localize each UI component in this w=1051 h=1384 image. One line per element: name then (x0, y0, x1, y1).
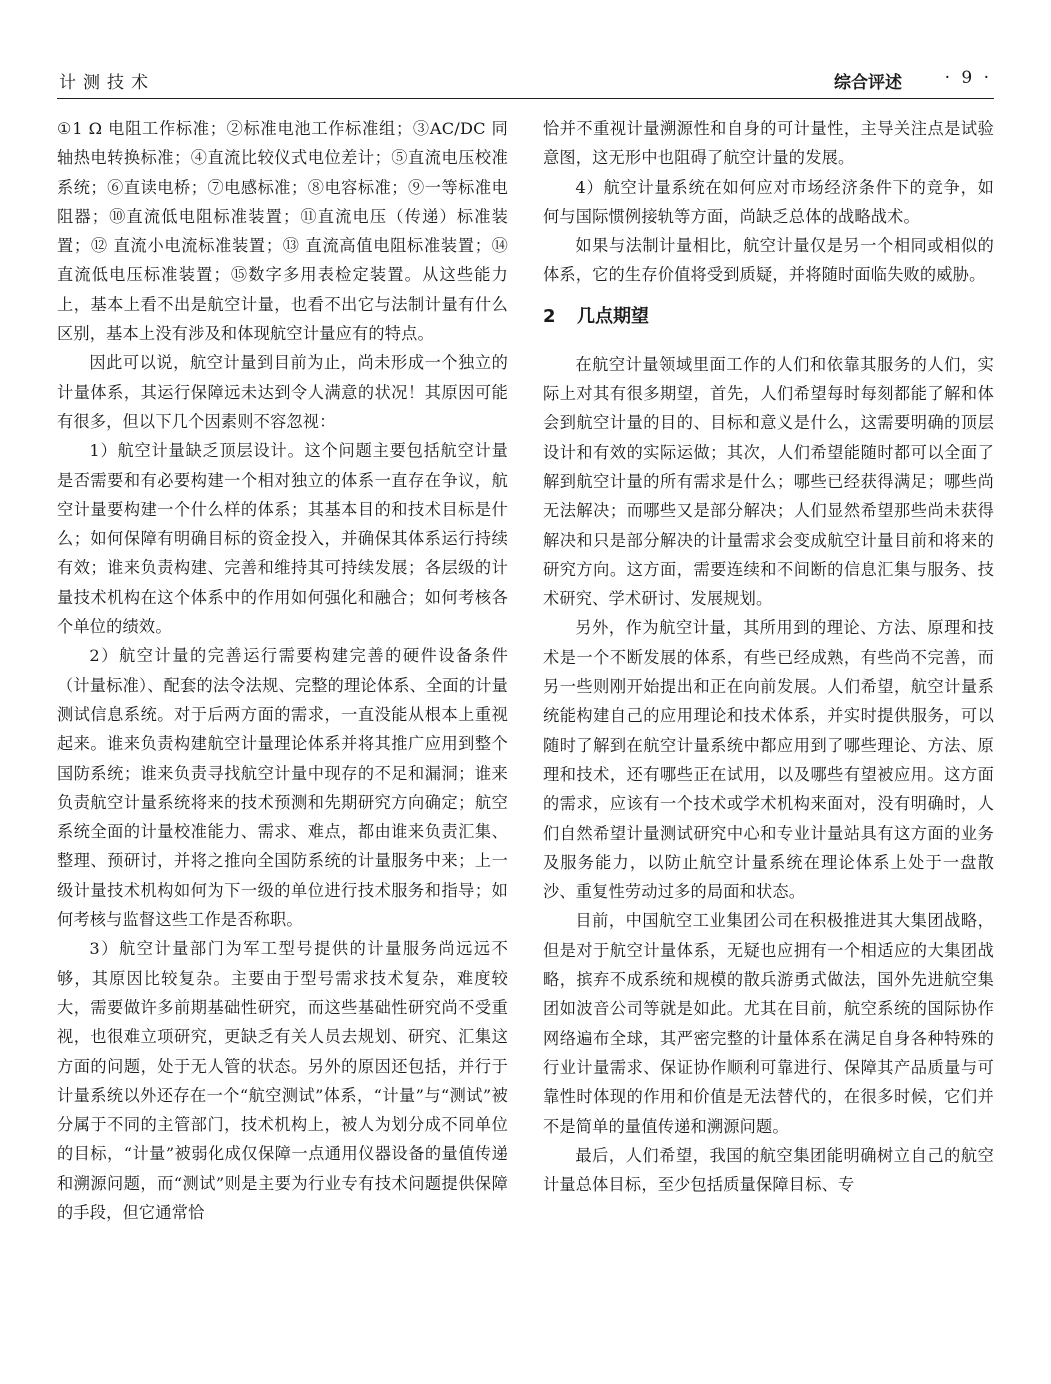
paragraph: 4）航空计量系统在如何应对市场经济条件下的竞争，如何与国际惯例接轨等方面，尚缺乏总体的战略战术。 (543, 177, 994, 226)
page-number: · 9 · (944, 68, 992, 88)
journal-name: 计测技术 (59, 73, 155, 93)
paragraph: 另外，作为航空计量，其所用到的理论、方法、原理和技术是一个不断发展的体系，有些已经成熟，有些尚不完善，而另一些则刚开始提出和正在向前发展。人们希望，航空计量系统能构建自己的应用理论和技术体系，并实时提供服务，可以随时了解到在航空计量系统中都应用到了哪些理论、方法、原理和技术，还有哪些正在试用，以及哪些有望被应用。这方面的需求，应该有一个技术或学术机构来面对，没有明确时，人们自然希望计量测试研究中心和专业计量站具有这方面的业务及服务能力，以防止航空计量系统在理论体系上处于一盘散沙、重复性劳动过多的局面和状态。 (543, 618, 994, 902)
section-heading (543, 302, 994, 332)
paragraph: 3）航空计量部门为军工型号提供的计量服务尚远远不够，其原因比较复杂。主要由于型号需求技术复杂，难度较大，需要做许多前期基础性研究，而这些基础性研究尚不受重视，也很难立项研究，更缺乏有关人员去规划、研究、汇集这方面的问题，处于无人管的状态。另外的原因还包括，并行于计量系统以外还存在一个“航空测试”体系，“计量”与“测试”被分属于不同的主管部门，技术机构上，被人为划分成不同单位的目标，“计量”被弱化成仅保障一点通用仪器设备的量值传递和溯源问题，而“测试”则是主要为行业专有技术问题提供保障的手段，但它通常恰 (57, 939, 508, 1222)
section-name: 综合评述 (834, 73, 902, 93)
right-column (543, 114, 994, 1376)
paragraph: 如果与法制计量相比，航空计量仅是另一个相同或相似的体系，它的生存价值将受到质疑，并将随时面临失败的威胁。 (543, 236, 994, 285)
paragraph: 最后，人们希望，我国的航空集团能明确树立自己的航空计量总体目标，至少包括质量保障目标、专 (543, 1145, 994, 1195)
running-header (57, 62, 994, 99)
paragraph: 在航空计量领域里面工作的人们和依靠其服务的人们，实际上对其有很多期望，首先，人们希望每时每刻都能了解和体会到航空计量的目的、目标和意义是什么，这需要明确的顶层设计和有效的实际运做；其次，人们希望能随时都可以全面了解到航空计量的所有需求是什么；哪些已经获得满足；哪些尚无法解决；而哪些又是部分解决；人们显然希望那些尚未获得解决和只是部分解决的计量需求会变成航空计量目前和将来的研究方向。这方面，需要连续和不间断的信息汇集与服务、技术研究、学术研讨、发展规划。 (543, 354, 994, 609)
section-number: 2 (543, 305, 556, 327)
paragraph: 1）航空计量缺乏顶层设计。这个问题主要包括航空计量是否需要和有必要构建一个相对独立的体系一直存在争议，航空计量要构建一个什么样的体系；其基本目的和技术目标是什么；如何保障有明确目标的资金投入，并确保其体系运行持续有效；谁来负责构建、完善和维持其可持续发展；各层级的计量技术机构在这个体系中的作用如何强化和融合；如何考核各个单位的绩效。 (57, 441, 508, 637)
paragraph: 因此可以说，航空计量到目前为止，尚未形成一个独立的计量体系，其运行保障远未达到令人满意的状况！其原因可能有很多，但以下几个因素则不容忽视： (57, 353, 508, 431)
paragraph: 恰并不重视计量溯源性和自身的可计量性，主导关注点是试验意图，这无形中也阻碍了航空计量的发展。 (543, 119, 994, 168)
paragraph: ①1 Ω 电阻工作标准；②标准电池工作标准组；③AC/DC 同轴热电转换标准；④直流比较仪式电位差计；⑤直流电压校准系统；⑥直读电桥；⑦电感标准；⑧电容标准；⑨一等标准电阻器；⑩直流低电阻标准装置；⑪直流电压（传递）标准装置；⑫ 直流小电流标准装置；⑬ 直流高值电阻标准装置；⑭直流低电压标准装置；⑮数字多用表检定装置。从这些能力上，基本上看不出是航空计量，也看不出它与法制计量有什么区别，基本上没有涉及和体现航空计量应有的特点。 (57, 119, 508, 344)
paragraph: 目前，中国航空工业集团公司在积极推进其大集团战略，但是对于航空计量体系，无疑也应拥有一个相适应的大集团战略，摈弃不成系统和规模的散兵游勇式做法，国外先进航空集团如波音公司等就是如此。尤其在目前，航空系统的国际协作网络遍布全球，其严密完整的计量体系在满足自身各种特殊的行业计量需求、保证协作顺利可靠进行、保障其产品质量与可靠性时体现的作用和价值是无法替代的，在很多时候，它们并不是简单的量值传递和溯源问题。 (543, 911, 994, 1136)
left-column (57, 114, 508, 1376)
paragraph: 2）航空计量的完善运行需要构建完善的硬件设备条件（计量标准）、配套的法令法规、完整的理论体系、全面的计量测试信息系统。对于后两方面的需求，一直没能从根本上重视起来。谁来负责构建航空计量理论体系并将其推广应用到整个国防系统；谁来负责寻找航空计量中现存的不足和漏洞；谁来负责航空计量系统将来的技术预测和先期研究方向确定；航空系统全面的计量校准能力、需求、难点，都由谁来负责汇集、整理、预研讨，并将之推向全国防系统的计量服务中来；上一级计量技术机构如何为下一级的单位进行技术服务和指导；如何考核与监督这些工作是否称职。 (57, 646, 508, 930)
section-title: 几点期望 (577, 305, 649, 327)
